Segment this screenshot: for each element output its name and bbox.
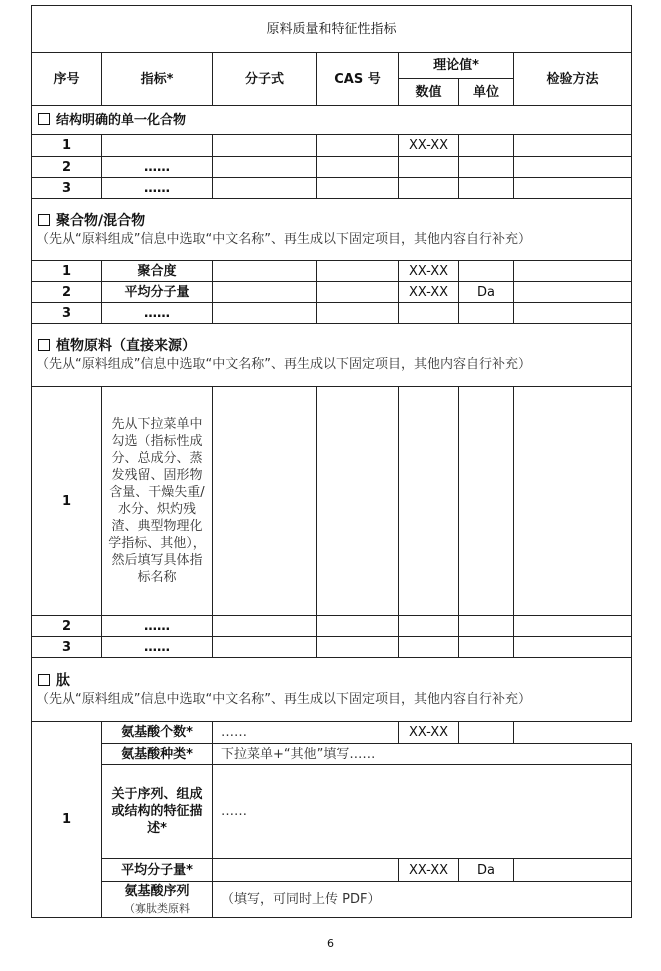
table-row: 氨基酸序列 （寡肽类原料 （填写，可同时上传 PDF）: [32, 882, 632, 918]
table-row: 氨基酸种类* 下拉菜单+“其他”填写……: [32, 744, 632, 765]
table-row: 1 聚合度 XX-XX: [32, 261, 632, 282]
section-plant: 植物原料（直接来源） （先从“原料组成”信息中选取“中文名称”、再生成以下固定项目，其他内容自行补充）: [32, 324, 632, 387]
header-formula: 分子式: [213, 53, 317, 106]
checkbox-icon[interactable]: [38, 339, 50, 351]
header-indicator: 指标*: [102, 53, 213, 106]
table-row: 3 ……: [32, 303, 632, 324]
header-method: 检验方法: [514, 53, 632, 106]
table-row: 平均分子量* XX-XX Da: [32, 859, 632, 882]
table-row: 1 氨基酸个数* …… XX-XX: [32, 722, 632, 744]
table-row: 3 ……: [32, 637, 632, 658]
section-single-compound: 结构明确的单一化合物: [32, 106, 632, 135]
table-title: 原料质量和特征性指标: [32, 6, 632, 53]
table-row: 关于序列、组成或结构的特征描述* ……: [32, 765, 632, 859]
plant-indicator-instructions: 先从下拉菜单中勾选（指标性成分、总成分、蒸发残留、固形物含量、干燥失重/水分、炽灼残渣、典型物理化学指标、其他），然后填写具体指标名称: [102, 387, 213, 616]
table-row: 2 平均分子量 XX-XX Da: [32, 282, 632, 303]
checkbox-icon[interactable]: [38, 113, 50, 125]
checkbox-icon[interactable]: [38, 214, 50, 226]
indicator-table: [31, 5, 632, 918]
table-row: 1 先从下拉菜单中勾选（指标性成分、总成分、蒸发残留、固形物含量、干燥失重/水分、炽灼残渣、典型物理化学指标、其他），然后填写具体指标名称: [32, 387, 632, 616]
section-note: （先从“原料组成”信息中选取“中文名称”、再生成以下固定项目，其他内容自行补充）: [36, 231, 531, 247]
header-cas: CAS 号: [317, 53, 399, 106]
table-row: 2 ……: [32, 616, 632, 637]
section-peptide: 肽 （先从“原料组成”信息中选取“中文名称”、再生成以下固定项目，其他内容自行补充）: [32, 658, 632, 722]
table-row: 3 ……: [32, 178, 632, 199]
table-row: 1 XX-XX: [32, 135, 632, 157]
header-unit: 单位: [459, 79, 514, 106]
header-theory: 理论值*: [399, 53, 514, 79]
header-value: 数值: [399, 79, 459, 106]
page-number: 6: [327, 937, 334, 950]
section-polymer: 聚合物/混合物 （先从“原料组成”信息中选取“中文名称”、再生成以下固定项目，其他内容自行补充）: [32, 199, 632, 261]
section-note: （先从“原料组成”信息中选取“中文名称”、再生成以下固定项目，其他内容自行补充）: [36, 691, 531, 707]
table-row: 2 ……: [32, 157, 632, 178]
section-note: （先从“原料组成”信息中选取“中文名称”、再生成以下固定项目，其他内容自行补充）: [36, 357, 531, 372]
checkbox-icon[interactable]: [38, 674, 50, 686]
header-seq: 序号: [32, 53, 102, 106]
